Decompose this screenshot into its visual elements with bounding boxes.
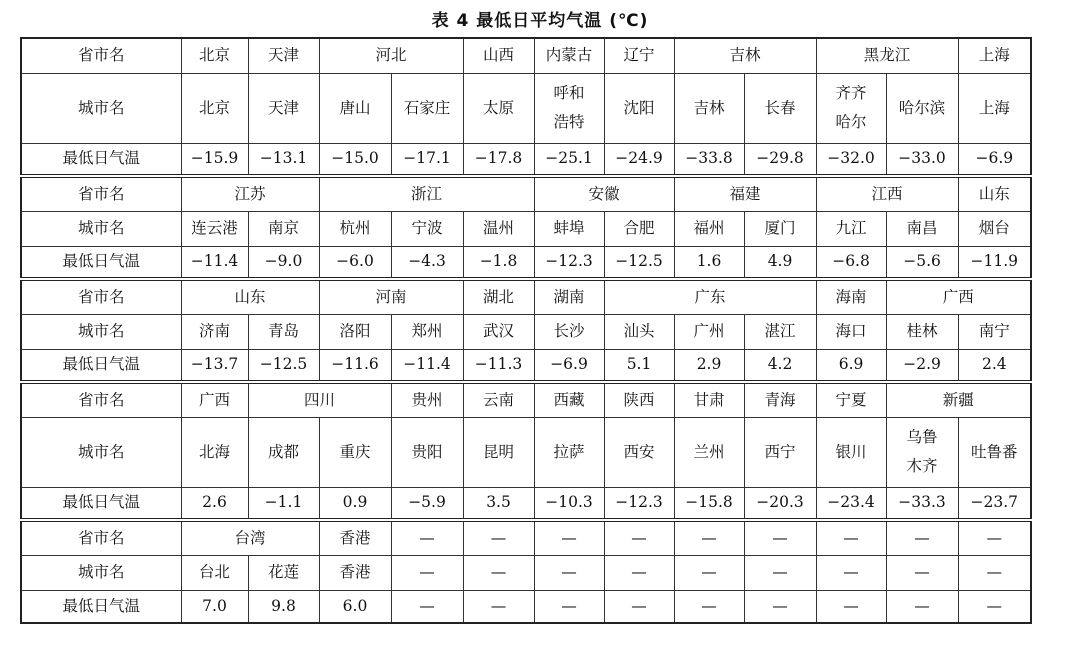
city-cell: 杭州 [319,211,391,246]
province-cell: 西藏 [534,382,604,417]
temperature-cell: — [816,590,886,623]
row-label-city: 城市名 [21,211,181,246]
city-cell: 哈尔滨 [886,73,958,143]
temperature-row [21,246,1031,279]
row-label-province: 省市名 [21,38,181,73]
temperature-cell: −12.3 [534,246,604,279]
province-row [21,38,1031,73]
temperature-row [21,487,1031,520]
temperature-cell: −6.0 [319,246,391,279]
row-label-temperature: 最低日气温 [21,349,181,382]
table-title: 表 4 最低日平均气温 (℃) [431,11,649,31]
city-cell: 宁波 [391,211,463,246]
city-cell: 吐鲁番 [958,417,1031,487]
temperature-cell: — [391,590,463,623]
city-cell: — [886,555,958,590]
row-label-temperature: 最低日气温 [21,143,181,176]
temperature-cell: — [674,590,744,623]
city-cell: 合肥 [604,211,674,246]
city-cell: — [816,555,886,590]
province-cell: 甘肃 [674,382,744,417]
province-cell: 内蒙古 [534,38,604,73]
city-cell: 沈阳 [604,73,674,143]
temperature-cell: −2.9 [886,349,958,382]
province-cell: — [674,520,744,555]
city-cell: 南宁 [958,314,1031,349]
city-cell: 天津 [248,73,319,143]
city-cell: 长沙 [534,314,604,349]
province-cell: 浙江 [319,176,534,211]
city-cell: 西安 [604,417,674,487]
city-cell: 海口 [816,314,886,349]
province-cell: 河南 [319,279,463,314]
province-cell: 天津 [248,38,319,73]
city-cell: — [958,555,1031,590]
city-row [21,211,1031,246]
temperature-row [21,349,1031,382]
province-cell: 台湾 [181,520,319,555]
city-row [21,314,1031,349]
row-label-city: 城市名 [21,73,181,143]
temperature-cell: −13.1 [248,143,319,176]
province-cell: 四川 [248,382,391,417]
temperature-cell: −17.8 [463,143,534,176]
row-label-temperature: 最低日气温 [21,246,181,279]
province-cell: 湖北 [463,279,534,314]
temperature-cell: 4.9 [744,246,816,279]
temperature-cell: −33.8 [674,143,744,176]
temperature-cell: 4.2 [744,349,816,382]
temperature-row [21,590,1031,623]
row-label-city: 城市名 [21,555,181,590]
city-row [21,555,1031,590]
city-cell: 九江 [816,211,886,246]
city-cell: 北海 [181,417,248,487]
province-cell: — [958,520,1031,555]
temperature-cell: −12.3 [604,487,674,520]
city-row [21,73,1031,143]
temperature-cell: −13.7 [181,349,248,382]
province-cell: 山西 [463,38,534,73]
temperature-cell: −17.1 [391,143,463,176]
city-cell: 南京 [248,211,319,246]
temperature-cell: −12.5 [604,246,674,279]
row-label-city: 城市名 [21,314,181,349]
city-cell: 武汉 [463,314,534,349]
city-cell: — [744,555,816,590]
temperature-cell: −15.9 [181,143,248,176]
city-cell: 桂林 [886,314,958,349]
province-cell: 黑龙江 [816,38,958,73]
city-cell: 温州 [463,211,534,246]
city-cell: 乌鲁 木齐 [886,417,958,487]
city-cell: 重庆 [319,417,391,487]
province-cell: — [886,520,958,555]
province-cell: — [534,520,604,555]
temperature-cell: 2.4 [958,349,1031,382]
city-cell: 西宁 [744,417,816,487]
temperature-cell: −15.0 [319,143,391,176]
city-cell: 拉萨 [534,417,604,487]
city-cell: 银川 [816,417,886,487]
city-cell: — [674,555,744,590]
temperature-cell: — [744,590,816,623]
temperature-cell: −9.0 [248,246,319,279]
temperature-cell: −4.3 [391,246,463,279]
temperature-cell: −11.4 [391,349,463,382]
city-cell: 长春 [744,73,816,143]
temperature-cell: 7.0 [181,590,248,623]
temperature-cell: −5.9 [391,487,463,520]
temperature-cell: 6.0 [319,590,391,623]
temperature-cell: −23.7 [958,487,1031,520]
city-cell: 台北 [181,555,248,590]
temperature-cell: −11.6 [319,349,391,382]
city-cell: 太原 [463,73,534,143]
city-cell: 香港 [319,555,391,590]
temperature-cell: −11.4 [181,246,248,279]
province-cell: 辽宁 [604,38,674,73]
temperature-cell: −33.0 [886,143,958,176]
province-cell: 上海 [958,38,1031,73]
city-cell: 郑州 [391,314,463,349]
city-cell: 唐山 [319,73,391,143]
province-cell: 贵州 [391,382,463,417]
temperature-cell: −12.5 [248,349,319,382]
province-cell: 江西 [816,176,958,211]
province-row [21,176,1031,211]
city-cell: — [534,555,604,590]
province-cell: 福建 [674,176,816,211]
city-cell: 成都 [248,417,319,487]
row-label-temperature: 最低日气温 [21,487,181,520]
city-cell: 兰州 [674,417,744,487]
city-cell: 吉林 [674,73,744,143]
temperature-cell: −1.8 [463,246,534,279]
temperature-cell: 1.6 [674,246,744,279]
city-cell: 广州 [674,314,744,349]
province-cell: 山东 [181,279,319,314]
temperature-cell: −1.1 [248,487,319,520]
temperature-cell: −5.6 [886,246,958,279]
temperature-cell: 6.9 [816,349,886,382]
province-cell: 北京 [181,38,248,73]
city-cell: 青岛 [248,314,319,349]
row-label-city: 城市名 [21,417,181,487]
min-temperature-table [20,37,1032,624]
temperature-cell: −11.9 [958,246,1031,279]
temperature-cell: −32.0 [816,143,886,176]
province-row [21,382,1031,417]
temperature-cell: — [534,590,604,623]
province-cell: 云南 [463,382,534,417]
city-cell: 上海 [958,73,1031,143]
province-cell: 吉林 [674,38,816,73]
row-label-province: 省市名 [21,279,181,314]
row-label-province: 省市名 [21,382,181,417]
temperature-cell: 0.9 [319,487,391,520]
province-cell: 广东 [604,279,816,314]
row-label-temperature: 最低日气温 [21,590,181,623]
city-cell: — [604,555,674,590]
province-cell: 青海 [744,382,816,417]
city-cell: 昆明 [463,417,534,487]
province-cell: — [604,520,674,555]
province-cell: 河北 [319,38,463,73]
city-cell: 花莲 [248,555,319,590]
temperature-cell: −23.4 [816,487,886,520]
temperature-row [21,143,1031,176]
province-cell: 江苏 [181,176,319,211]
city-cell: 齐齐 哈尔 [816,73,886,143]
city-cell: 石家庄 [391,73,463,143]
province-row [21,279,1031,314]
temperature-cell: −6.9 [534,349,604,382]
temperature-cell: −20.3 [744,487,816,520]
city-cell: 烟台 [958,211,1031,246]
province-cell: — [816,520,886,555]
city-cell: 贵阳 [391,417,463,487]
city-cell: 连云港 [181,211,248,246]
temperature-cell: −33.3 [886,487,958,520]
city-cell: 济南 [181,314,248,349]
temperature-cell: 2.6 [181,487,248,520]
temperature-cell: −25.1 [534,143,604,176]
province-cell: 广西 [181,382,248,417]
row-label-province: 省市名 [21,176,181,211]
province-cell: 湖南 [534,279,604,314]
city-cell: 福州 [674,211,744,246]
province-cell: 香港 [319,520,391,555]
city-cell: 洛阳 [319,314,391,349]
temperature-cell: −10.3 [534,487,604,520]
province-cell: 新疆 [886,382,1031,417]
province-cell: 海南 [816,279,886,314]
row-label-province: 省市名 [21,520,181,555]
province-cell: 陕西 [604,382,674,417]
city-cell: 南昌 [886,211,958,246]
temperature-cell: 9.8 [248,590,319,623]
city-cell: 湛江 [744,314,816,349]
city-cell: 呼和 浩特 [534,73,604,143]
temperature-cell: — [463,590,534,623]
temperature-cell: 5.1 [604,349,674,382]
province-cell: — [463,520,534,555]
temperature-cell: −6.9 [958,143,1031,176]
province-cell: 安徽 [534,176,674,211]
province-cell: — [744,520,816,555]
city-cell: 北京 [181,73,248,143]
province-cell: 广西 [886,279,1031,314]
temperature-cell: — [958,590,1031,623]
province-row [21,520,1031,555]
city-cell: — [391,555,463,590]
province-cell: — [391,520,463,555]
temperature-cell: −29.8 [744,143,816,176]
temperature-cell: 2.9 [674,349,744,382]
city-cell: 蚌埠 [534,211,604,246]
temperature-cell: 3.5 [463,487,534,520]
temperature-cell: −24.9 [604,143,674,176]
temperature-cell: −15.8 [674,487,744,520]
temperature-cell: −11.3 [463,349,534,382]
city-cell: 厦门 [744,211,816,246]
province-cell: 宁夏 [816,382,886,417]
temperature-cell: — [886,590,958,623]
temperature-cell: −6.8 [816,246,886,279]
city-row [21,417,1031,487]
city-cell: 汕头 [604,314,674,349]
province-cell: 山东 [958,176,1031,211]
temperature-cell: — [604,590,674,623]
city-cell: — [463,555,534,590]
